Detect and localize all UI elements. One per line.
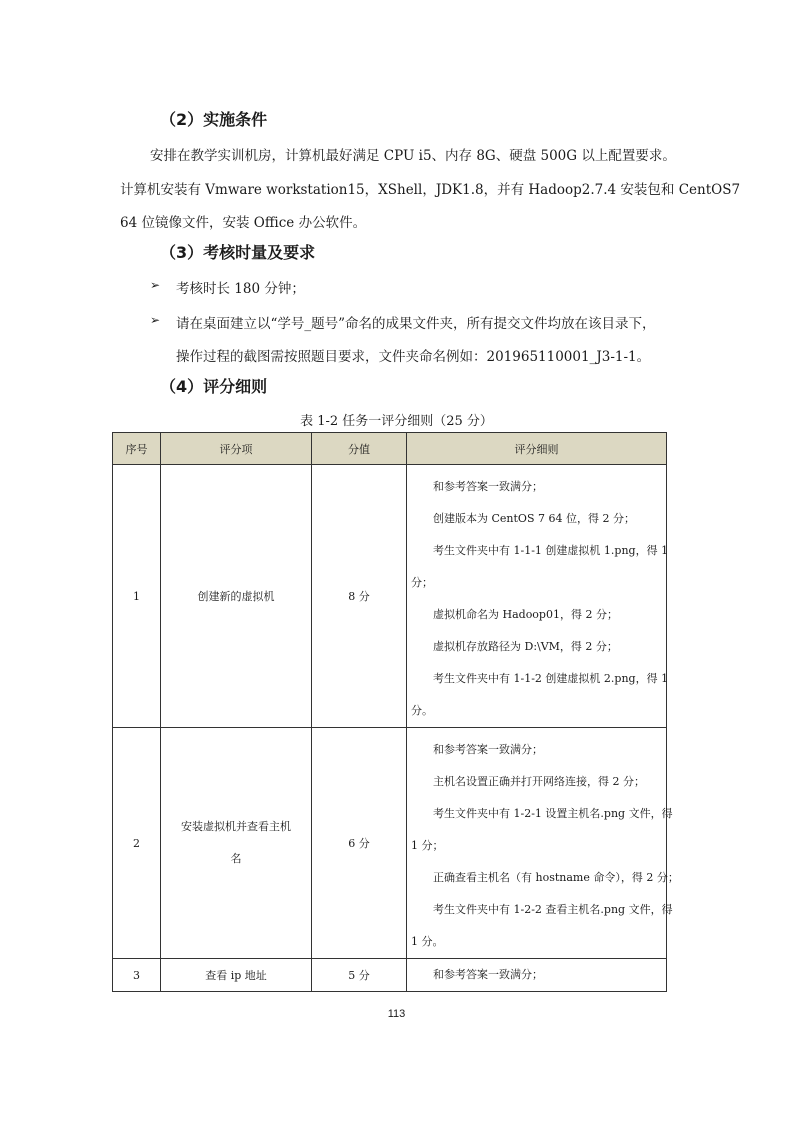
table-caption: 表 1-2 任务一评分细则（25 分） — [300, 414, 493, 429]
detail-line: 考生文件夹中有 1-1-2 创建虚拟机 2.png，得 1 — [433, 672, 669, 685]
table-row — [113, 465, 667, 728]
detail-line: 和参考答案一致满分； — [433, 968, 543, 981]
row-no: 3 — [113, 959, 161, 992]
detail-line: 考生文件夹中有 1-2-1 设置主机名.png 文件，得 — [433, 807, 673, 820]
table-header-row — [113, 433, 667, 465]
detail-line: 分； — [411, 576, 433, 589]
detail-line: 主机名设置正确并打开网络连接，得 2 分； — [433, 775, 645, 788]
detail-line: 正确查看主机名（有 hostname 命令），得 2 分； — [433, 871, 679, 884]
row-no: 2 — [113, 728, 161, 959]
section-2-heading: （2）实施条件 — [160, 110, 268, 129]
detail-line: 考生文件夹中有 1-1-1 创建虚拟机 1.png，得 1 — [433, 544, 669, 557]
detail-line: 分。 — [411, 704, 433, 717]
detail-line: 考生文件夹中有 1-2-2 查看主机名.png 文件，得 — [433, 903, 673, 916]
row-details — [407, 465, 667, 728]
detail-line: 虚拟机存放路径为 D:\VM，得 2 分； — [433, 640, 618, 653]
section-2-paragraph-line-1: 安排在教学实训机房，计算机最好满足 CPU i5、内存 8G、硬盘 500G 以上配置要求。 — [150, 148, 676, 164]
detail-line: 和参考答案一致满分； — [433, 743, 543, 756]
row-details — [407, 728, 679, 959]
row-score: 5 分 — [312, 959, 407, 992]
detail-line: 1 分。 — [411, 935, 444, 948]
table-row — [113, 728, 667, 959]
bullet-arrow-icon: ➢ — [150, 313, 161, 327]
section-4-heading: （4）评分细则 — [160, 377, 268, 396]
row-item — [161, 728, 312, 959]
header-details: 评分细则 — [407, 433, 667, 465]
section-3-bullet-1: 考核时长 180 分钟； — [176, 281, 305, 297]
row-item: 查看 ip 地址 — [161, 959, 312, 992]
row-item: 创建新的虚拟机 — [161, 465, 312, 728]
row-score: 6 分 — [312, 728, 407, 959]
header-score: 分值 — [312, 433, 407, 465]
row-score: 8 分 — [312, 465, 407, 728]
detail-line: 和参考答案一致满分； — [433, 480, 543, 493]
bullet-arrow-icon: ➢ — [150, 278, 161, 292]
row-details — [407, 959, 667, 992]
scoring-table — [112, 432, 679, 992]
section-2-paragraph-line-2: 计算机安装有 Vmware workstation15，XShell，JDK1.8，并有 Hadoop2.7.4 安装包和 CentOS7 — [120, 182, 741, 198]
page-number: 113 — [387, 1008, 406, 1020]
detail-line: 虚拟机命名为 Hadoop01，得 2 分； — [433, 608, 618, 621]
detail-line: 创建版本为 CentOS 7 64 位，得 2 分； — [433, 512, 635, 525]
table-row — [113, 959, 667, 992]
row-no: 1 — [113, 465, 161, 728]
detail-line: 1 分； — [411, 839, 444, 852]
section-3-heading: （3）考核时量及要求 — [160, 243, 316, 262]
header-no: 序号 — [113, 433, 161, 465]
row-item-line-1: 安装虚拟机并查看主机 — [181, 820, 291, 833]
section-2-paragraph-line-3: 64 位镜像文件，安装 Office 办公软件。 — [120, 215, 367, 231]
section-3-bullet-2-line-2: 操作过程的截图需按照题目要求，文件夹命名例如：201965110001_J3-1-1。 — [176, 349, 651, 365]
section-3-bullet-2-line-1: 请在桌面建立以“学号_题号”命名的成果文件夹，所有提交文件均放在该目录下， — [176, 316, 656, 332]
header-item: 评分项 — [161, 433, 312, 465]
row-item-line-2: 名 — [230, 852, 242, 865]
